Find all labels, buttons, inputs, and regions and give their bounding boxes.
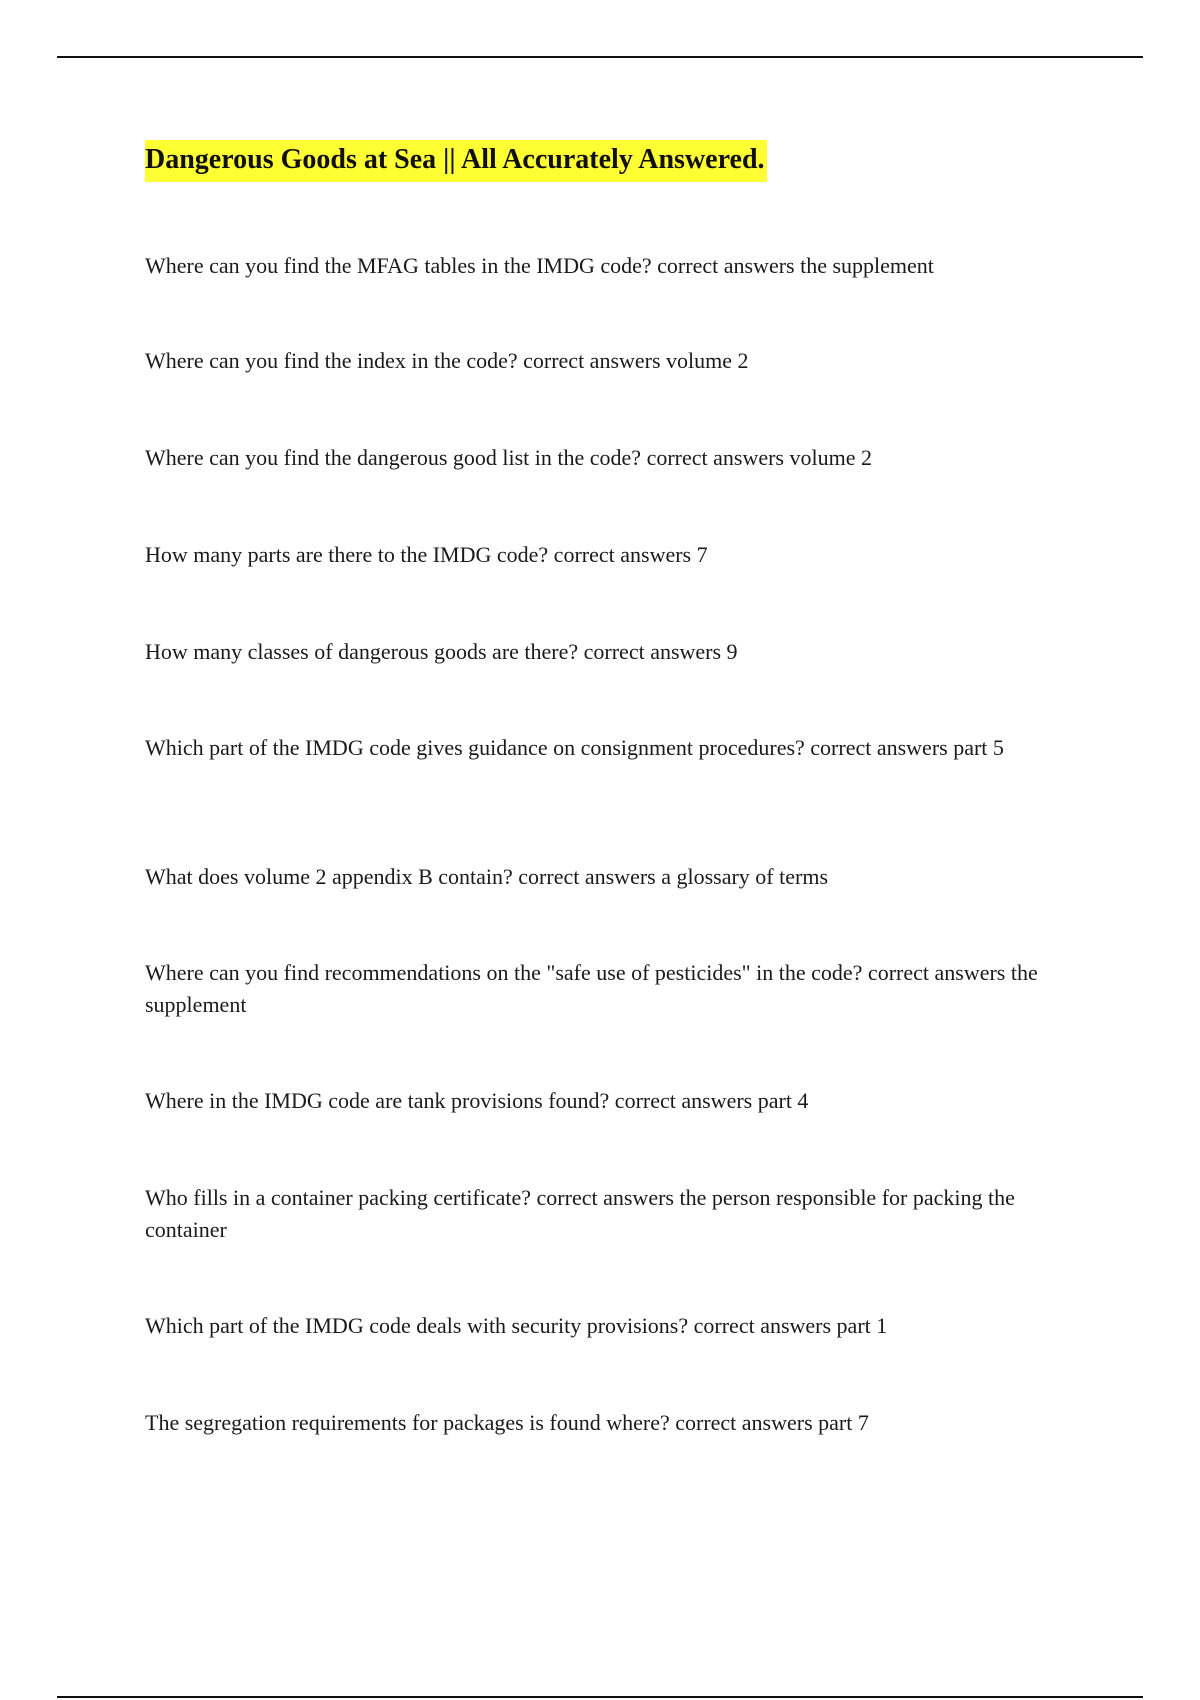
qa-item: Where can you find the MFAG tables in the IMDG code? correct answers the supplement (145, 253, 934, 278)
qa-item: Where can you find recommendations on the "safe use of pesticides" in the code? correct answers the supplement (145, 960, 1038, 1017)
qa-item: Which part of the IMDG code gives guidance on consignment procedures? correct answers part 5 (145, 735, 1004, 760)
qa-item: What does volume 2 appendix B contain? correct answers a glossary of terms (145, 864, 829, 889)
document-title: Dangerous Goods at Sea || All Accurately Answered. (145, 140, 767, 182)
qa-item: The segregation requirements for packages is found where? correct answers part 7 (145, 1410, 869, 1435)
qa-item: Where can you find the dangerous good list in the code? correct answers volume 2 (145, 445, 872, 470)
qa-item: Where in the IMDG code are tank provisions found? correct answers part 4 (145, 1088, 809, 1113)
header-rule (57, 56, 1143, 58)
footer-rule (57, 1696, 1143, 1698)
qa-item: How many parts are there to the IMDG code? correct answers 7 (145, 542, 708, 567)
qa-item: Which part of the IMDG code deals with security provisions? correct answers part 1 (145, 1313, 888, 1338)
document-body (145, 140, 1085, 1435)
qa-item: Who fills in a container packing certificate? correct answers the person responsible for packing the container (145, 1185, 1015, 1242)
qa-item: How many classes of dangerous goods are there? correct answers 9 (145, 639, 738, 664)
qa-item: Where can you find the index in the code? correct answers volume 2 (145, 348, 749, 373)
